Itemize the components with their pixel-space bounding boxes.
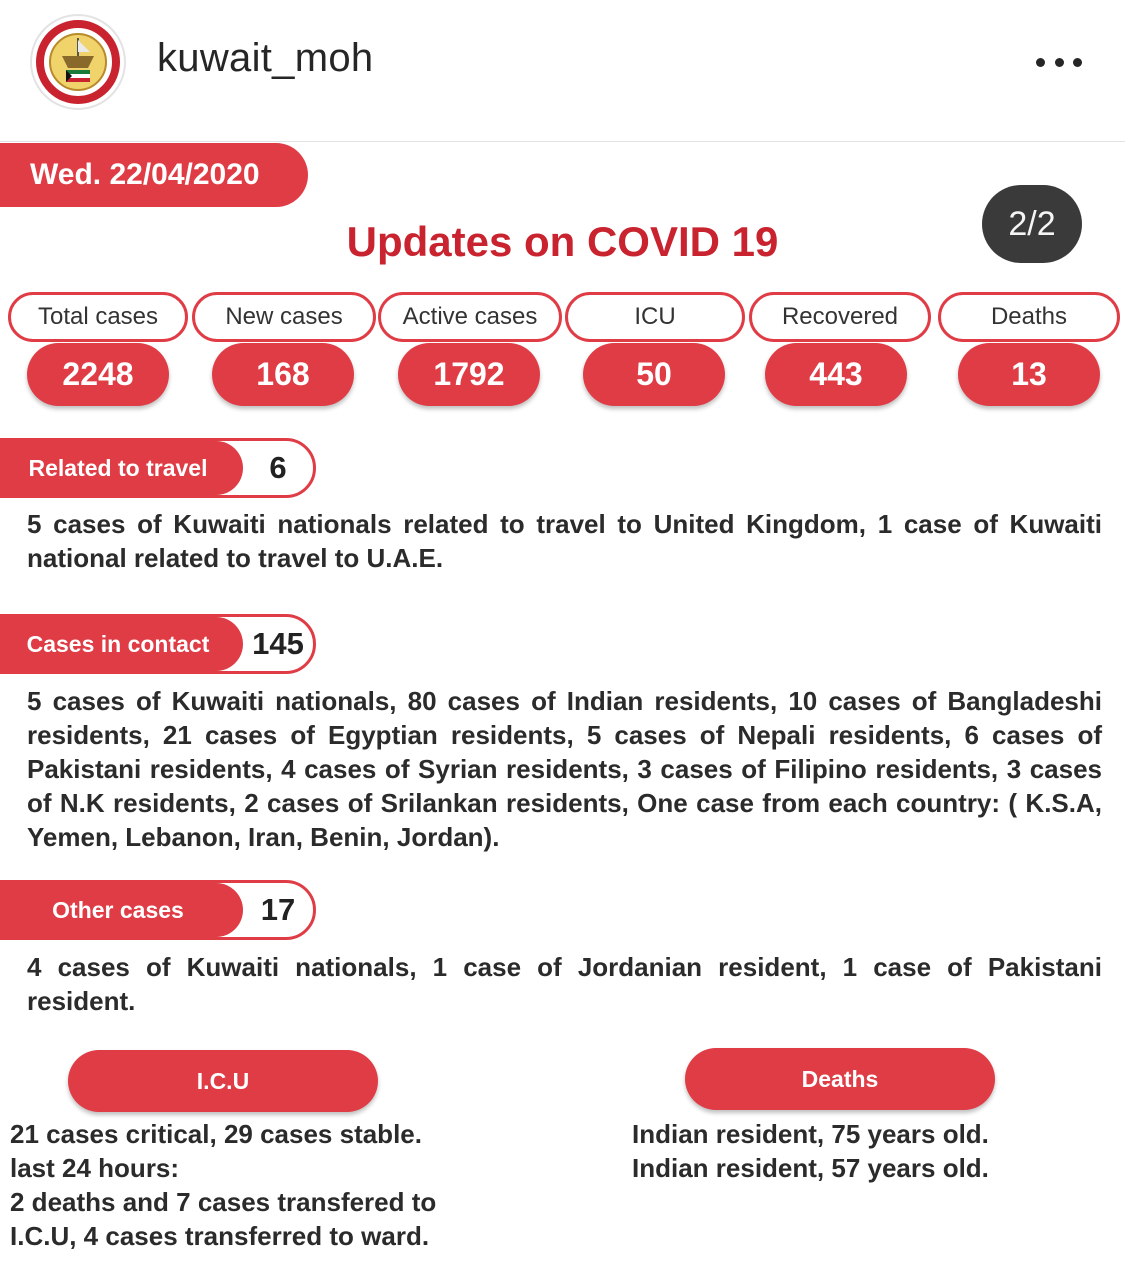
stat-value-total-cases: 2248 bbox=[27, 343, 169, 406]
dot bbox=[1055, 58, 1064, 67]
more-options-icon[interactable] bbox=[1036, 42, 1082, 82]
username[interactable]: kuwait_moh bbox=[157, 36, 374, 80]
icu-pill: I.C.U bbox=[68, 1050, 378, 1112]
section-travel-label: Related to travel bbox=[0, 441, 243, 495]
stat-label-total-cases: Total cases bbox=[8, 292, 188, 342]
date-badge: Wed. 22/04/2020 bbox=[0, 143, 308, 207]
stat-label-icu: ICU bbox=[565, 292, 745, 342]
dot bbox=[1036, 58, 1045, 67]
icu-line: I.C.U, 4 cases transferred to ward. bbox=[10, 1221, 430, 1251]
stat-label-active-cases: Active cases bbox=[378, 292, 562, 342]
avatar[interactable] bbox=[30, 14, 126, 110]
section-other-pill bbox=[0, 880, 316, 940]
icu-line: 2 deaths and 7 cases transfered to bbox=[10, 1187, 437, 1217]
stat-value-new-cases: 168 bbox=[212, 343, 354, 406]
section-travel-pill bbox=[0, 438, 316, 498]
carousel-pager: 2/2 bbox=[982, 185, 1082, 263]
stat-value-deaths: 13 bbox=[958, 343, 1100, 406]
stat-value-icu: 50 bbox=[583, 343, 725, 406]
kuwait-coat-of-arms-icon bbox=[32, 16, 124, 108]
section-other-label: Other cases bbox=[0, 883, 243, 937]
section-contact-text: 5 cases of Kuwaiti nationals, 80 cases of Indian residents, 10 cases of Bangladeshi residents, 21 cases of Egyptian residents, 5 cases of Nepali residents, 6 cases of Pakistani residents, 4 cases of Syrian residents, 3 cases of Filipino residents, 3 cases of N.K residents, 2 cases of Srilankan residents, One case from each country: ( K.S.A, Yemen, Lebanon, Iran, Benin, Jordan). bbox=[27, 686, 1102, 852]
section-travel-text: 5 cases of Kuwaiti nationals related to travel to United Kingdom, 1 case of Kuwaiti national related to travel to U.A.E. bbox=[27, 509, 1102, 573]
section-travel-count: 6 bbox=[269, 450, 287, 485]
section-other-text: 4 cases of Kuwaiti nationals, 1 case of Jordanian resident, 1 case of Pakistani resident. bbox=[27, 952, 1102, 1016]
stat-label-deaths: Deaths bbox=[938, 292, 1120, 342]
deaths-line: Indian resident, 75 years old. bbox=[632, 1119, 989, 1149]
dot bbox=[1073, 58, 1082, 67]
section-contact-label: Cases in contact bbox=[0, 617, 243, 671]
section-contact-count: 145 bbox=[252, 626, 304, 661]
deaths-pill: Deaths bbox=[685, 1048, 995, 1110]
icu-line: last 24 hours: bbox=[10, 1153, 180, 1183]
section-other-count: 17 bbox=[260, 892, 296, 927]
stat-label-recovered: Recovered bbox=[749, 292, 931, 342]
stat-label-new-cases: New cases bbox=[192, 292, 376, 342]
post-title: Updates on COVID 19 bbox=[346, 218, 779, 265]
stat-value-active-cases: 1792 bbox=[398, 343, 540, 406]
stat-value-recovered: 443 bbox=[765, 343, 907, 406]
icu-line: 21 cases critical, 29 cases stable. bbox=[10, 1119, 422, 1149]
deaths-line: Indian resident, 57 years old. bbox=[632, 1153, 989, 1183]
section-contact-pill bbox=[0, 614, 316, 674]
header-divider bbox=[0, 141, 1125, 142]
